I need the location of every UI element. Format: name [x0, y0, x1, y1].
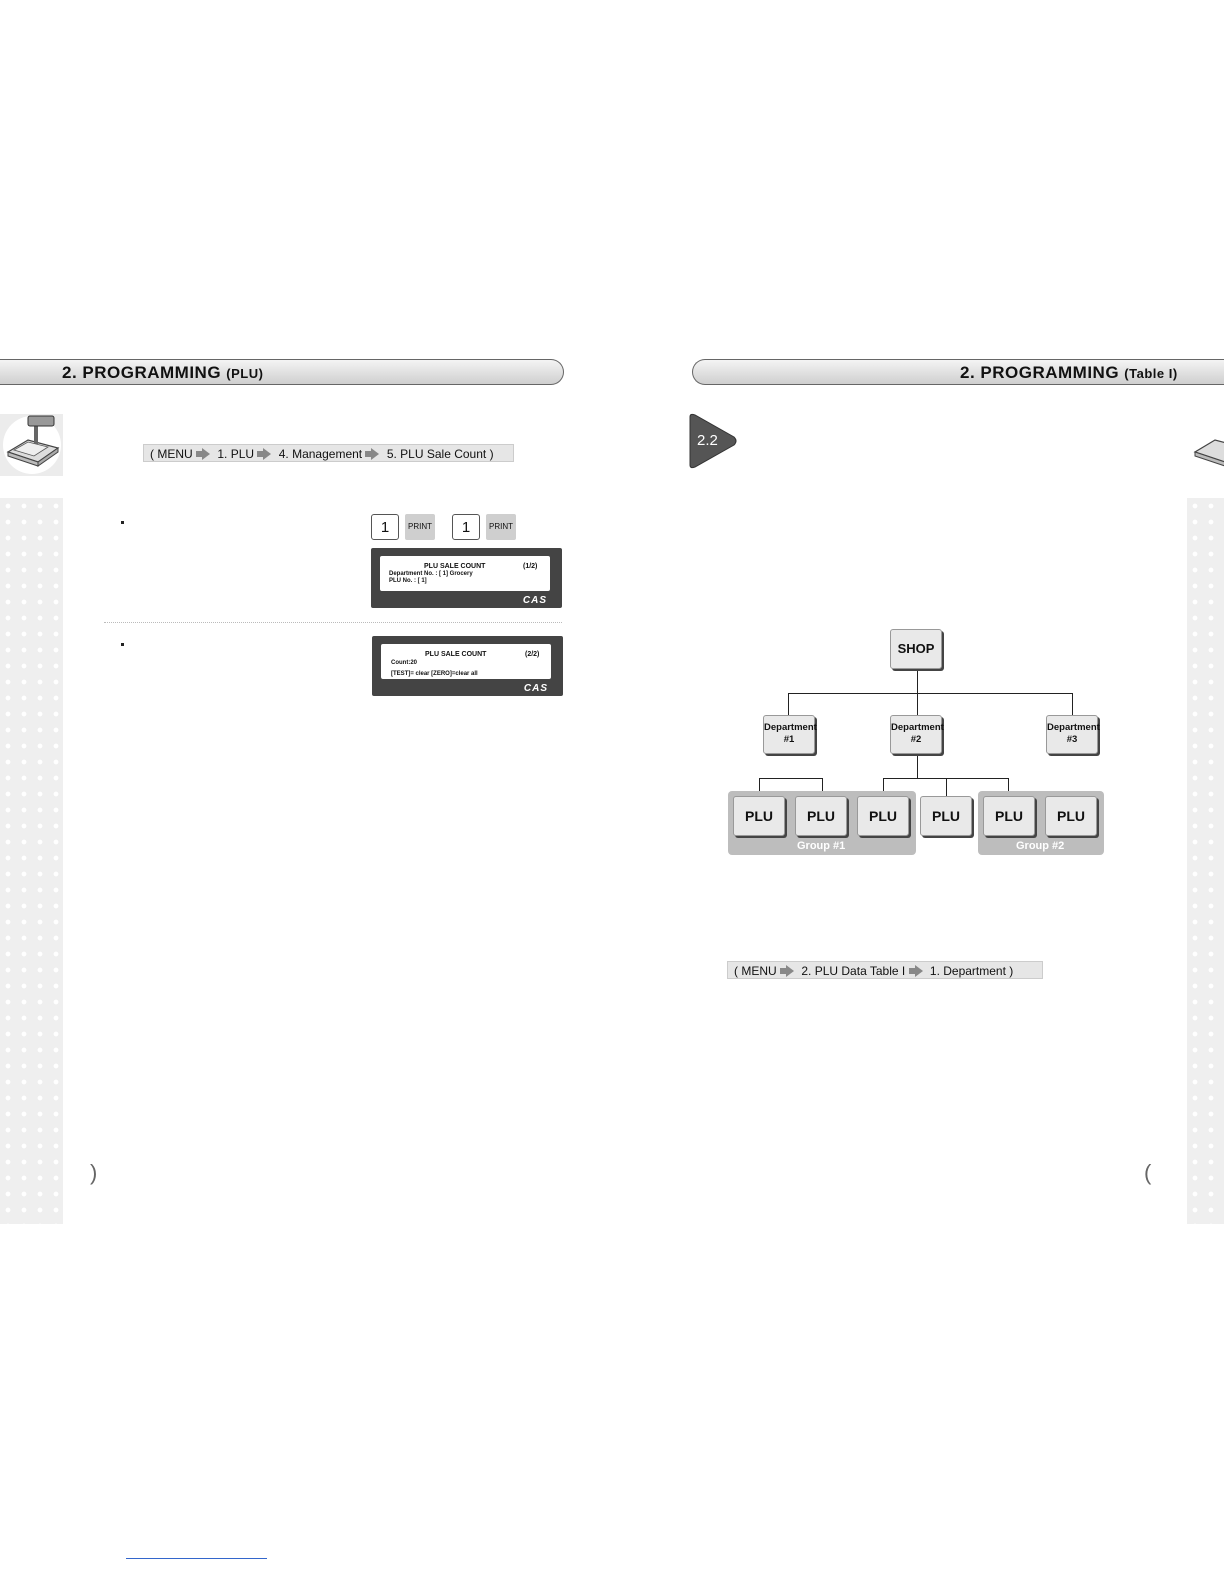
department-number: #1 — [783, 734, 795, 745]
arrow-right-icon — [786, 965, 794, 977]
department-node — [763, 715, 815, 754]
lcd-screen — [380, 556, 550, 591]
page-mark-right: ( — [1144, 1160, 1152, 1185]
plu-node: PLU — [733, 796, 785, 836]
arrow-right-icon — [202, 448, 210, 460]
right-header-title-text: 2. PROGRAMMING — [960, 363, 1120, 382]
cas-logo: CAS — [522, 595, 547, 606]
department-node — [1046, 715, 1098, 754]
left-header-subtitle: (PLU) — [226, 366, 264, 381]
left-menu-path — [143, 444, 514, 462]
left-header-bar — [0, 359, 564, 385]
lcd-line: [TEST]= clear [ZERO]=clear all — [391, 671, 478, 677]
menu-path-item: 4. Management — [278, 447, 363, 461]
lcd-title: PLU SALE COUNT — [424, 563, 486, 570]
left-header-title — [62, 363, 263, 383]
group-label: Group #2 — [1016, 840, 1065, 852]
print-key: PRINT — [486, 514, 516, 540]
lcd-line: PLU No. : [ 1] — [389, 578, 427, 584]
menu-path-item: 5. PLU Sale Count — [386, 447, 487, 461]
lcd-line: Count:20 — [391, 660, 417, 666]
menu-path-open: ( — [734, 964, 738, 978]
plu-node: PLU — [983, 796, 1035, 836]
menu-path-item: MENU — [741, 964, 777, 978]
group-label: Group #1 — [797, 840, 846, 852]
department-label: Department — [764, 722, 817, 733]
lcd-display-2 — [372, 636, 563, 696]
plu-node: PLU — [795, 796, 847, 836]
print-key: PRINT — [405, 514, 435, 540]
right-header-title — [960, 363, 1178, 383]
page-mark-left: ) — [90, 1160, 98, 1185]
numeric-key: 1 — [452, 514, 480, 540]
lcd-page: (2/2) — [525, 651, 540, 658]
divider — [104, 622, 562, 623]
menu-path-item: 1. PLU — [217, 447, 255, 461]
plu-node: PLU — [857, 796, 909, 836]
scale-icon — [0, 414, 63, 476]
bullet — [121, 643, 124, 646]
menu-path-close: ) — [1009, 964, 1014, 978]
menu-path-close: ) — [489, 447, 494, 461]
scale-icon — [1187, 414, 1224, 476]
cas-logo: CAS — [523, 683, 548, 694]
right-header-bar — [692, 359, 1224, 385]
footnote-rule — [126, 1558, 267, 1559]
numeric-key: 1 — [371, 514, 399, 540]
menu-path-open: ( — [150, 447, 154, 461]
menu-path-item: 1. Department — [929, 964, 1006, 978]
scale-icon-frame — [0, 414, 63, 476]
left-header-title-text: 2. PROGRAMMING — [62, 363, 222, 382]
bullet — [121, 521, 124, 524]
lcd-screen — [381, 644, 551, 679]
right-header-subtitle: (Table I) — [1124, 366, 1178, 381]
lcd-display-1 — [371, 548, 562, 608]
arrow-right-icon — [371, 448, 379, 460]
lcd-page: (1/2) — [523, 563, 538, 570]
right-menu-path — [727, 961, 1043, 979]
menu-path-item: 2. PLU Data Table I — [801, 964, 906, 978]
lcd-line: Department No. : [ 1] Grocery — [389, 571, 473, 577]
section-badge-label: 2.2 — [697, 432, 718, 449]
department-label: Department — [1047, 722, 1100, 733]
menu-path-item: MENU — [157, 447, 193, 461]
scale-icon-right-frame — [1187, 414, 1224, 476]
department-label: Department — [891, 722, 944, 733]
plu-node: PLU — [1045, 796, 1097, 836]
arrow-right-icon — [915, 965, 923, 977]
department-number: #3 — [1066, 734, 1078, 745]
plu-node: PLU — [920, 796, 972, 836]
left-dotted-strip — [0, 498, 63, 1224]
department-number: #2 — [910, 734, 922, 745]
department-node — [890, 715, 942, 754]
lcd-title: PLU SALE COUNT — [425, 651, 487, 658]
arrow-right-icon — [263, 448, 271, 460]
right-dotted-strip — [1187, 498, 1224, 1224]
shop-node: SHOP — [890, 629, 942, 669]
